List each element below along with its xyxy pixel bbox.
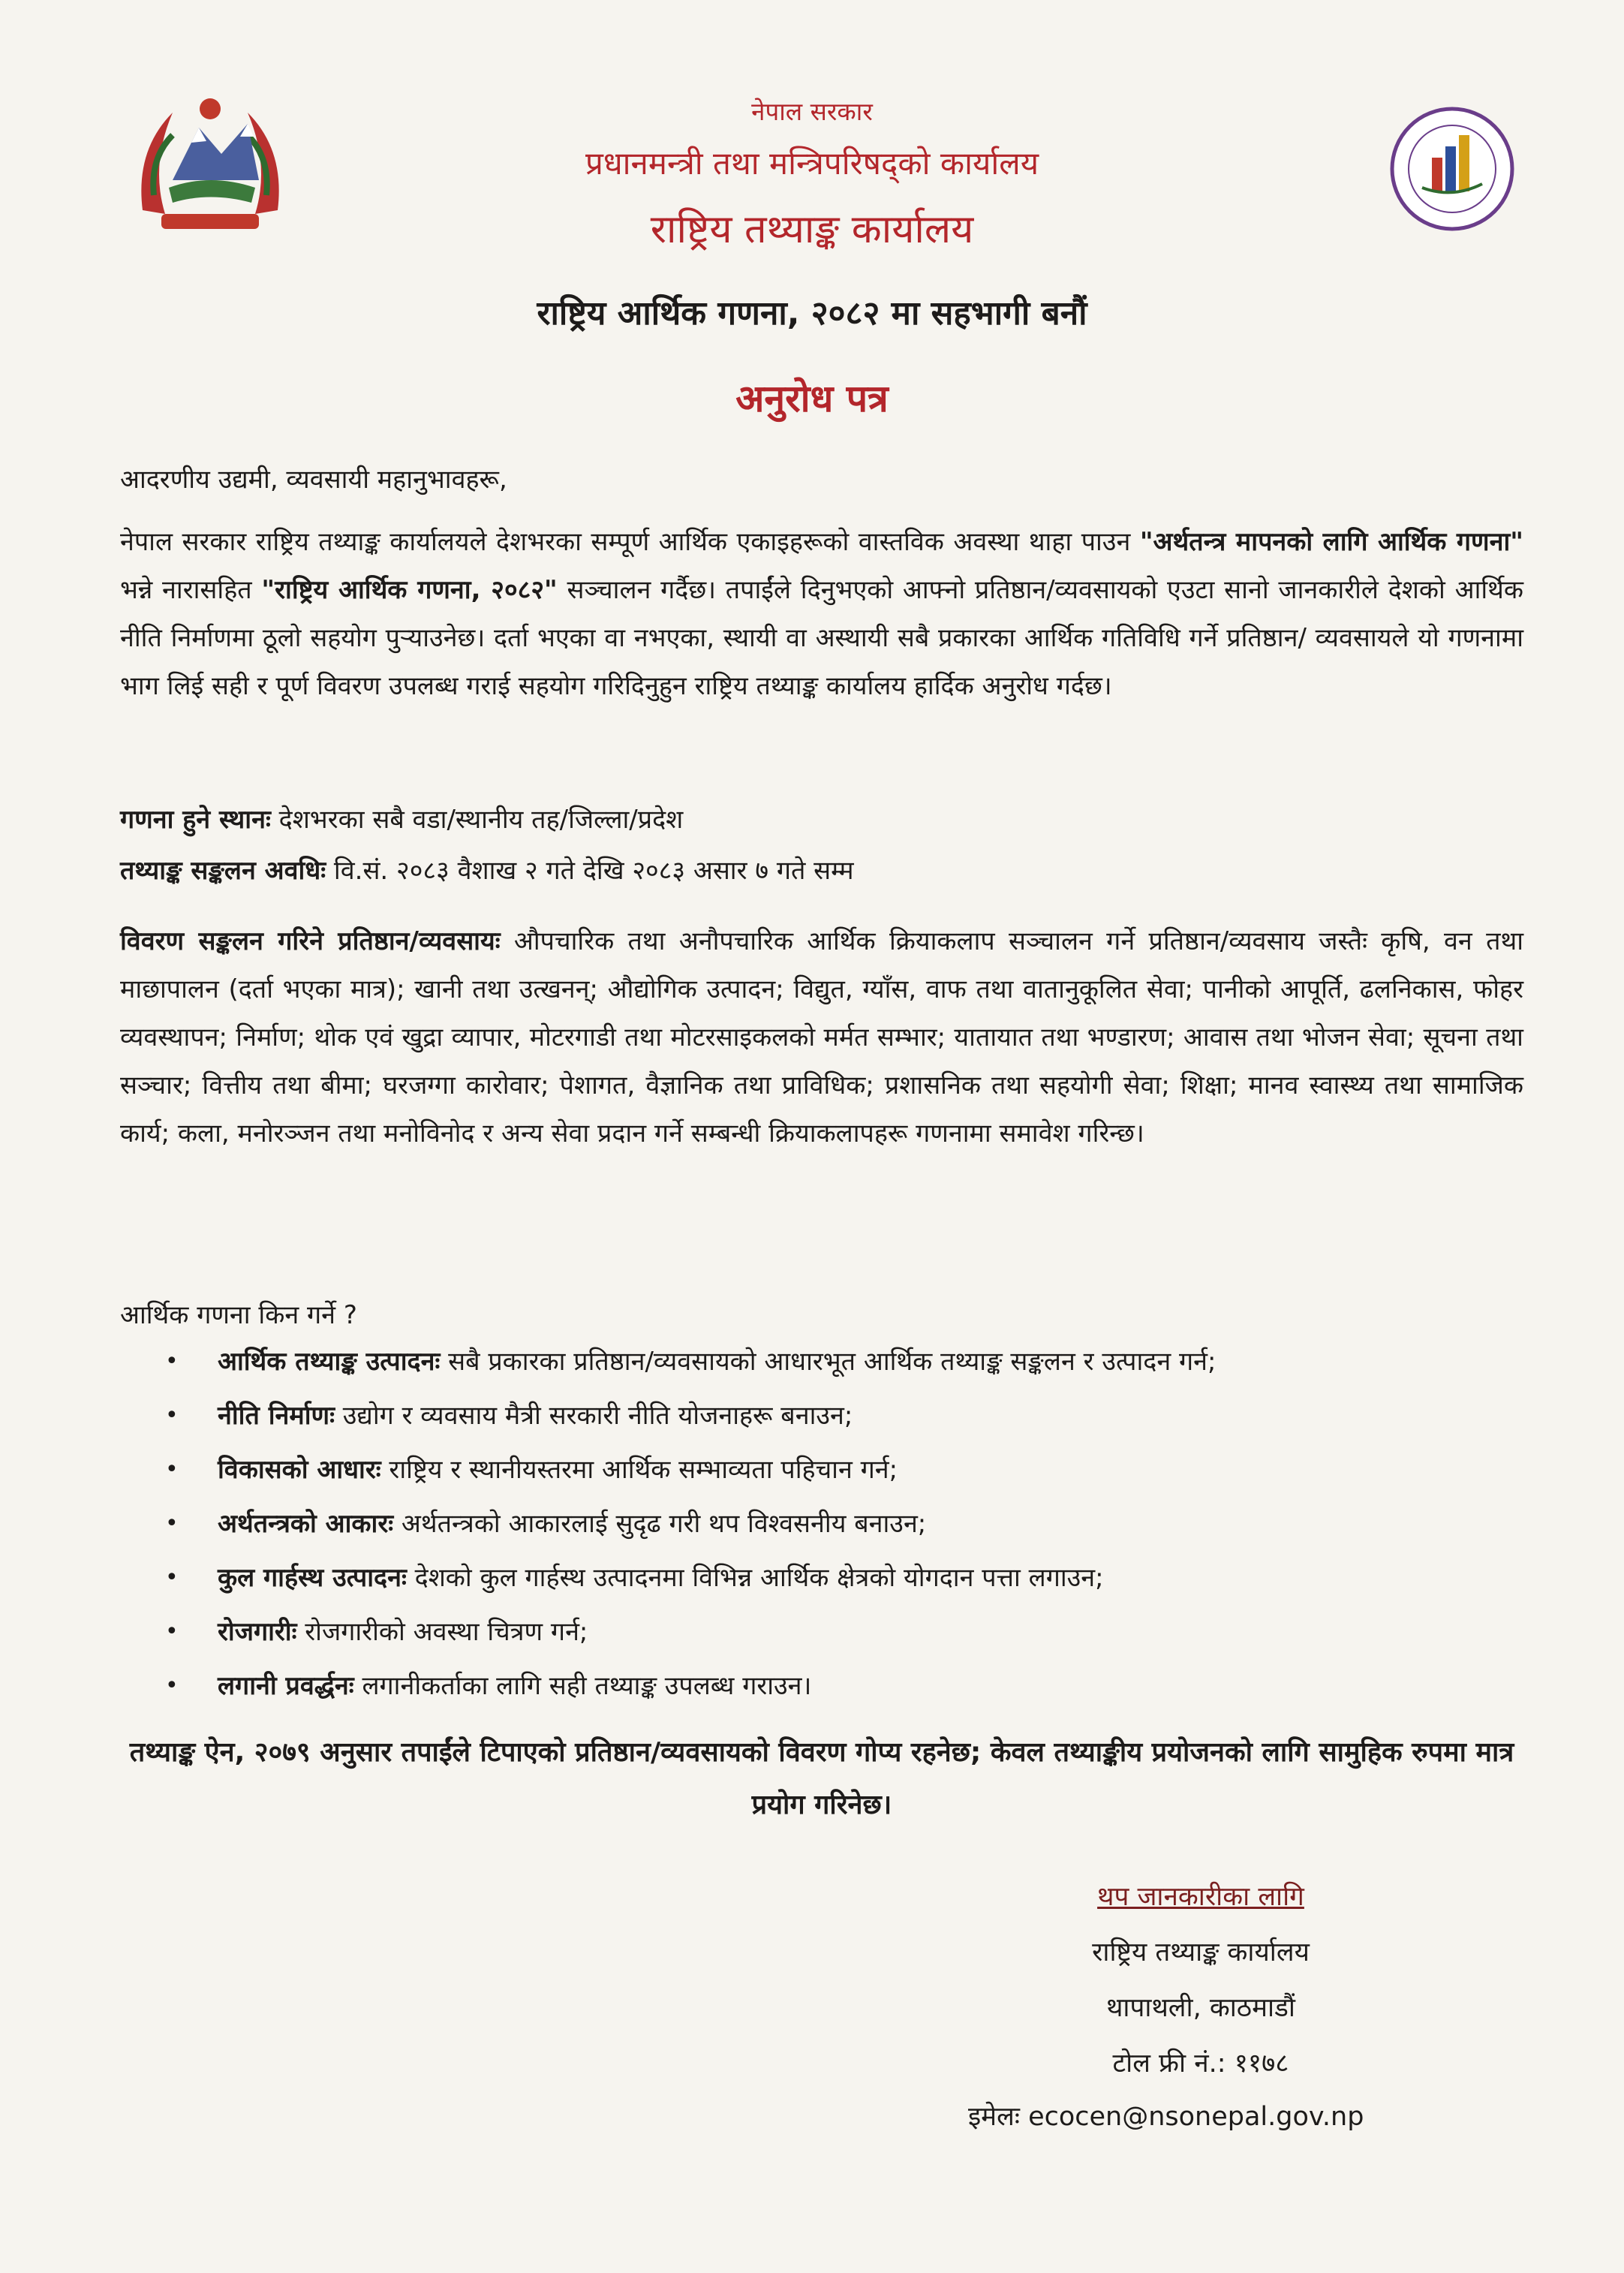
intro-slogan: "अर्थतन्त्र मापनको लागि आर्थिक गणना" [1139,527,1523,557]
bullet-icon: • [165,1672,179,1699]
contact-address: थापाथली, काठमाडौं [1106,1993,1295,2023]
list-item-label: अर्थतन्त्रको आकारः [218,1509,394,1539]
scope-label: विवरण सङ्कलन गरिने प्रतिष्ठान/व्यवसायः [120,926,501,956]
list-item [165,1662,1531,1710]
location-value: देशभरका सबै वडा/स्थानीय तह/जिल्ला/प्रदेश [270,805,684,835]
list-item-text: राष्ट्रिय र स्थानीयस्तरमा आर्थिक सम्भाव्यता पहिचान गर्न; [380,1455,898,1485]
contact-office: राष्ट्रिय तथ्याङ्क कार्यालय [1092,1937,1310,1967]
location-label: गणना हुने स्थानः [120,805,271,835]
intro-text-2: भन्ने नारासहित [120,575,262,605]
list-item [165,1500,1531,1548]
contact-block [976,1869,1426,2091]
list-item [165,1446,1531,1494]
list-item-text: लगानीकर्ताका लागि सही तथ्याङ्क उपलब्ध गराउन। [353,1671,812,1701]
contact-heading: थप जानकारीका लागि [1097,1882,1304,1912]
census-location [120,796,1523,844]
list-item-text: रोजगारीको अवस्था चित्रण गर्न; [296,1617,588,1647]
period-value: वि.सं. २०८३ वैशाख २ गते देखि २०८३ असार ७ गते सम्म [326,856,854,886]
list-item-label: रोजगारीः [218,1617,297,1647]
list-item-text: देशको कुल गार्हस्थ उत्पादनमा विभिन्न आर्थिक क्षेत्रको योगदान पत्ता लगाउन; [406,1563,1104,1593]
bullet-icon: • [165,1564,179,1591]
list-item-label: आर्थिक तथ्याङ्क उत्पादनः [218,1347,441,1377]
email-label: इमेलः [968,2102,1020,2132]
header-ministry: प्रधानमन्त्री तथा मन्त्रिपरिषद्को कार्यालय [585,145,1039,182]
contact-toll-free: टोल फ्री नं.: ११७८ [1112,2049,1289,2079]
salutation: आदरणीय उद्यमी, व्यवसायी महानुभावहरू, [120,465,507,495]
period-label: तथ्याङ्क सङ्कलन अवधिः [120,856,326,886]
list-item [165,1338,1531,1386]
intro-text-3: सञ्चालन गर्दैछ। तपाईंले दिनुभएको आफ्नो प्रतिष्ठान/व्यवसायको एउटा सानो जानकारीले देशको आर्थिक नीति निर्माणमा ठूलो सहयोग पुऱ्याउनेछ। दर्ता भएका वा नभएका, स्थायी वा अस्थायी सबै प्रकारका आर्थिक गतिविधि गर्ने प्रतिष्ठान/ व्यवसायले यो गणनामा भाग लिई सही र पूर्ण विवरण उपलब्ध गराई सहयोग गरिदिनुहुन राष्ट्रिय तथ्याङ्क कार्यालय हार्दिक अनुरोध गर्दछ। [120,575,1523,701]
document-title: राष्ट्रिय आर्थिक गणना, २०८२ मा सहभागी बनौं [537,294,1087,333]
intro-text-1: नेपाल सरकार राष्ट्रिय तथ्याङ्क कार्यालयले देशभरका सम्पूर्ण आर्थिक एकाइहरूको वास्तविक अवस्था थाहा पाउन [120,527,1131,557]
list-item-label: लगानी प्रवर्द्धनः [218,1671,354,1701]
list-item-text: उद्योग र व्यवसाय मैत्री सरकारी नीति योजनाहरू बनाउन; [334,1401,853,1431]
collection-period [120,847,1523,895]
confidentiality-notice: तथ्याङ्क ऐन, २०७९ अनुसार तपाईंले टिपाएको प्रतिष्ठान/व्यवसायको विवरण गोप्य रहनेछ; केवल तथ्याङ्कीय प्रयोजनको लागि सामुहिक रुपमा मात्र प्रयोग गरिनेछ। [129,1737,1514,1820]
list-item [165,1392,1531,1440]
bullet-icon: • [165,1348,179,1374]
intro-paragraph [120,518,1523,710]
list-item-label: नीति निर्माणः [218,1401,335,1431]
email-link[interactable]: ecocen@nsonepal.gov.np [1028,2102,1364,2132]
bullet-icon: • [165,1618,179,1645]
list-item [165,1608,1531,1656]
contact-email-line [968,2094,1364,2139]
list-item-label: विकासको आधारः [218,1455,381,1485]
header-office: राष्ट्रिय तथ्याङ्क कार्यालय [650,207,974,252]
bullet-icon: • [165,1510,179,1537]
bullet-icon: • [165,1402,179,1429]
scope-value: औपचारिक तथा अनौपचारिक आर्थिक क्रियाकलाप सञ्चालन गर्ने प्रतिष्ठान/व्यवसाय जस्तैः कृषि, वन तथा माछापालन (दर्ता भएका मात्र); खानी तथा उत्खनन्; औद्योगिक उत्पादन; विद्युत, ग्याँस, वाफ तथा वातानुकूलित सेवा; पानीको आपूर्ति, ढलनिकास, फोहर व्यवस्थापन; निर्माण; थोक एवं खुद्रा व्यापार, मोटरगाडी तथा मोटरसाइकलको मर्मत सम्भार; यातायात तथा भण्डारण; आवास तथा भोजन सेवा; सूचना तथा सञ्चार; वित्तीय तथा बीमा; घरजग्गा कारोवार; पेशागत, वैज्ञानिक तथा प्राविधिक; प्रशासनिक तथा सहयोगी सेवा; शिक्षा; मानव स्वास्थ्य तथा सामाजिक कार्य; कला, मनोरञ्जन तथा मनोविनोद र अन्य सेवा प्रदान गर्ने सम्बन्धी क्रियाकलापहरू गणनामा समावेश गरिन्छ। [120,926,1523,1149]
why-heading: आर्थिक गणना किन गर्ने ? [120,1300,357,1330]
why-list [165,1338,1531,1716]
establishment-scope [120,917,1523,1158]
document-subtitle: अनुरोध पत्र [735,377,889,420]
list-item [165,1554,1531,1602]
intro-census-name: "राष्ट्रिय आर्थिक गणना, २०८२" [261,575,558,605]
bullet-icon: • [165,1456,179,1483]
list-item-text: सबै प्रकारका प्रतिष्ठान/व्यवसायको आधारभूत आर्थिक तथ्याङ्क सङ्कलन र उत्पादन गर्न; [440,1347,1216,1377]
header-government: नेपाल सरकार [751,97,873,126]
list-item-label: कुल गार्हस्थ उत्पादनः [218,1563,407,1593]
list-item-text: अर्थतन्त्रको आकारलाई सुदृढ गरी थप विश्वसनीय बनाउन; [393,1509,927,1539]
